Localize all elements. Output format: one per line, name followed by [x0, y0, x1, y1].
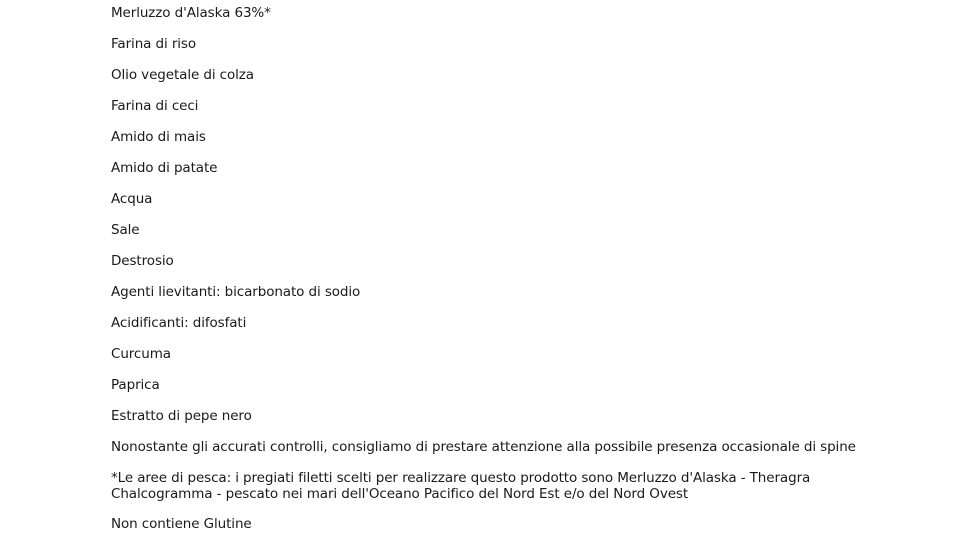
ingredient-item: Agenti lievitanti: bicarbonato di sodio — [111, 284, 361, 300]
ingredient-item: Paprica — [111, 377, 160, 393]
ingredient-item: Acqua — [111, 191, 153, 207]
ingredient-item: Estratto di pepe nero — [111, 408, 252, 424]
ingredient-item: Farina di riso — [111, 36, 197, 52]
ingredient-item: Curcuma — [111, 346, 171, 362]
ingredient-item: Sale — [111, 222, 140, 238]
spine-warning-note: Nonostante gli accurati controlli, consigliamo di prestare attenzione alla possibile presenza occasionale di spine — [111, 439, 856, 455]
ingredient-item: Olio vegetale di colza — [111, 67, 254, 83]
ingredient-item: Merluzzo d'Alaska 63%* — [111, 5, 271, 21]
fishing-area-note: *Le aree di pesca: i pregiati filetti scelti per realizzare questo prodotto sono Merluzzo d'Alaska - Theragra Chalcogramma - pescato nei mari dell'Oceano Pacifico del Nord Est e/o del Nord Ovest — [111, 470, 811, 502]
ingredient-item: Destrosio — [111, 253, 174, 269]
ingredients-list — [111, 5, 871, 547]
ingredient-item: Farina di ceci — [111, 98, 199, 114]
ingredient-item: Amido di patate — [111, 160, 218, 176]
ingredient-item: Amido di mais — [111, 129, 206, 145]
ingredient-item: Acidificanti: difosfati — [111, 315, 247, 331]
gluten-free-note: Non contiene Glutine — [111, 516, 252, 532]
